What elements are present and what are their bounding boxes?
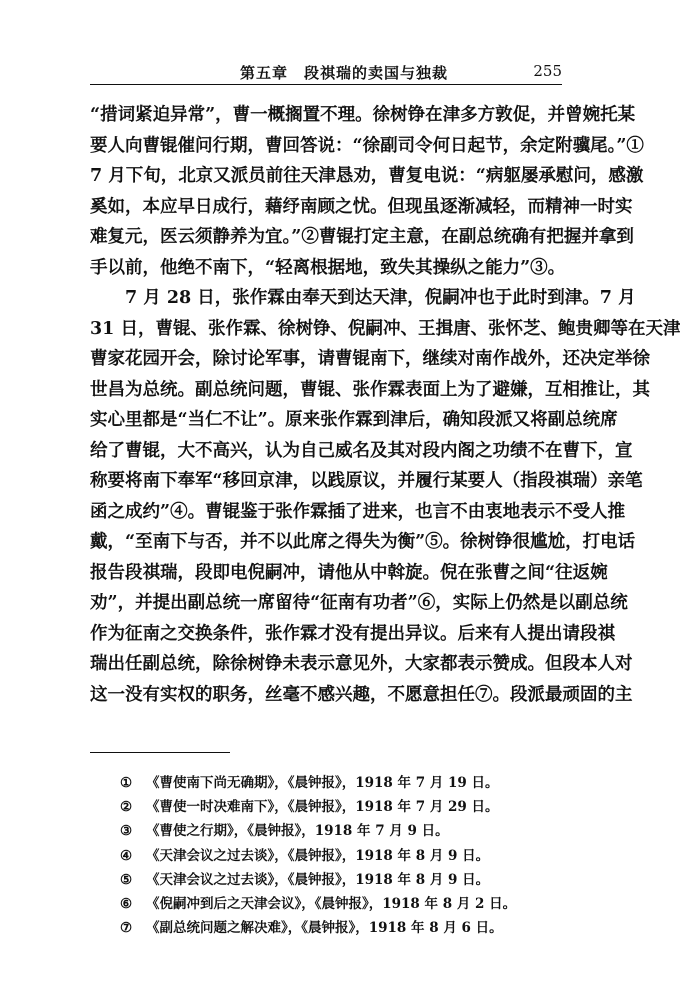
footnote-marker: ⑥ [120, 895, 133, 912]
body-line: 这一没有实权的职务，丝毫不感兴趣，不愿意担任⑦。段派最顽固的主 [90, 684, 633, 705]
footnote-marker: ② [120, 799, 133, 816]
footnote-text: 《曹使之行期》，《晨钟报》，1918 年 7 月 9 日。 [146, 823, 449, 840]
body-line: 报告段祺瑞，段即电倪嗣冲，请他从中斡旋。倪在张曹之间“往返婉 [90, 562, 608, 583]
footnotes [120, 771, 560, 940]
page-number: 255 [533, 62, 562, 80]
footnote-text: 《曹使南下尚无确期》，《晨钟报》，1918 年 7 月 19 日。 [146, 775, 499, 791]
body-line: 戴，“至南下与否，并不以此席之得失为衡”⑤。徐树铮很尴尬，打电话 [90, 532, 636, 552]
body-line: 难复元，医云须静养为宜。”②曹锟打定主意，在副总统确有把握并拿到 [90, 227, 634, 247]
body-line: 曹家花园开会，除讨论军事，请曹锟南下，继续对南作战外，还决定举徐 [90, 349, 650, 369]
footnote [120, 771, 560, 795]
body-line: 31 日，曹锟、张作霖、徐树铮、倪嗣冲、王揖唐、张怀芝、鲍贵卿等在天津 [90, 318, 680, 339]
body-line: 劝”，并提出副总统一席留待“征南有功者”⑥，实际上仍然是以副总统 [90, 593, 628, 613]
footnote-text: 《天津会议之过去谈》，《晨钟报》，1918 年 8 月 9 日。 [146, 871, 490, 888]
body-line: 函之成约”④。曹锟鉴于张作霖插了进来，也言不由衷地表示不受人推 [90, 501, 626, 522]
header-rule [90, 84, 562, 85]
footnote [120, 916, 560, 940]
body-line: 称要将南下奉军“移回京津，以践原议，并履行某要人（指段祺瑞）亲笔 [90, 471, 643, 491]
footnote-marker: ③ [120, 823, 133, 840]
footnote-text: 《曹使一时决难南下》，《晨钟报》，1918 年 7 月 29 日。 [146, 799, 499, 816]
footnote-text: 《副总统问题之解决难》，《晨钟报》，1918 年 8 月 6 日。 [146, 920, 503, 937]
footnote-marker: ⑤ [120, 871, 133, 888]
footnote [120, 868, 560, 892]
footnote-rule [90, 752, 230, 753]
footnote [120, 844, 560, 868]
footnote-marker: ④ [120, 847, 133, 864]
body-line: 作为征南之交换条件，张作霖才没有提出异议。后来有人提出请段祺 [90, 623, 615, 644]
body-line: 7 月下旬，北京又派员前往天津恳劝，曹复电说：“病躯屡承慰问，感激 [90, 166, 644, 186]
body-line: 给了曹锟，大不高兴，认为自己威名及其对段内阁之功绩不在曹下，宣 [90, 440, 633, 461]
footnote-marker: ① [120, 775, 133, 791]
body-text [90, 100, 680, 710]
footnote [120, 819, 560, 843]
body-line: 实心里都是“当仁不让”。原来张作霖到津后，确知段派又将副总统席 [90, 410, 618, 430]
footnote-text: 《天津会议之过去谈》，《晨钟报》，1918 年 8 月 9 日。 [146, 847, 490, 864]
body-line: “措词紧迫异常”，曹一概搁置不理。徐树铮在津多方敦促，并曾婉托某 [90, 105, 636, 125]
body-line: 瑞出任副总统，除徐树铮未表示意见外，大家都表示赞成。但段本人对 [90, 654, 633, 674]
body-line: 奚如，本应早日成行，藉纾南顾之忧。但现虽逐渐减轻，而精神一时实 [90, 196, 633, 217]
footnote [120, 892, 560, 916]
body-line: 要人向曹锟催问行期，曹回答说：“徐副司令何日起节，余定附骥尾。”① [90, 135, 644, 156]
body-line: 世昌为总统。副总统问题，曹锟、张作霖表面上为了避嫌，互相推让，其 [90, 379, 650, 400]
running-header [90, 62, 562, 82]
body-line: 7 月 28 日，张作霖由奉天到达天津，倪嗣冲也于此时到津。7 月 [125, 288, 636, 308]
footnote [120, 795, 560, 819]
body-line: 手以前，他绝不南下，“轻离根据地，致失其操纵之能力”③。 [90, 257, 566, 278]
chapter-title: 第五章 段祺瑞的卖国与独裁 [240, 64, 449, 82]
footnote-text: 《倪嗣冲到后之天津会议》，《晨钟报》，1918 年 8 月 2 日。 [146, 895, 517, 912]
footnote-marker: ⑦ [120, 920, 133, 937]
